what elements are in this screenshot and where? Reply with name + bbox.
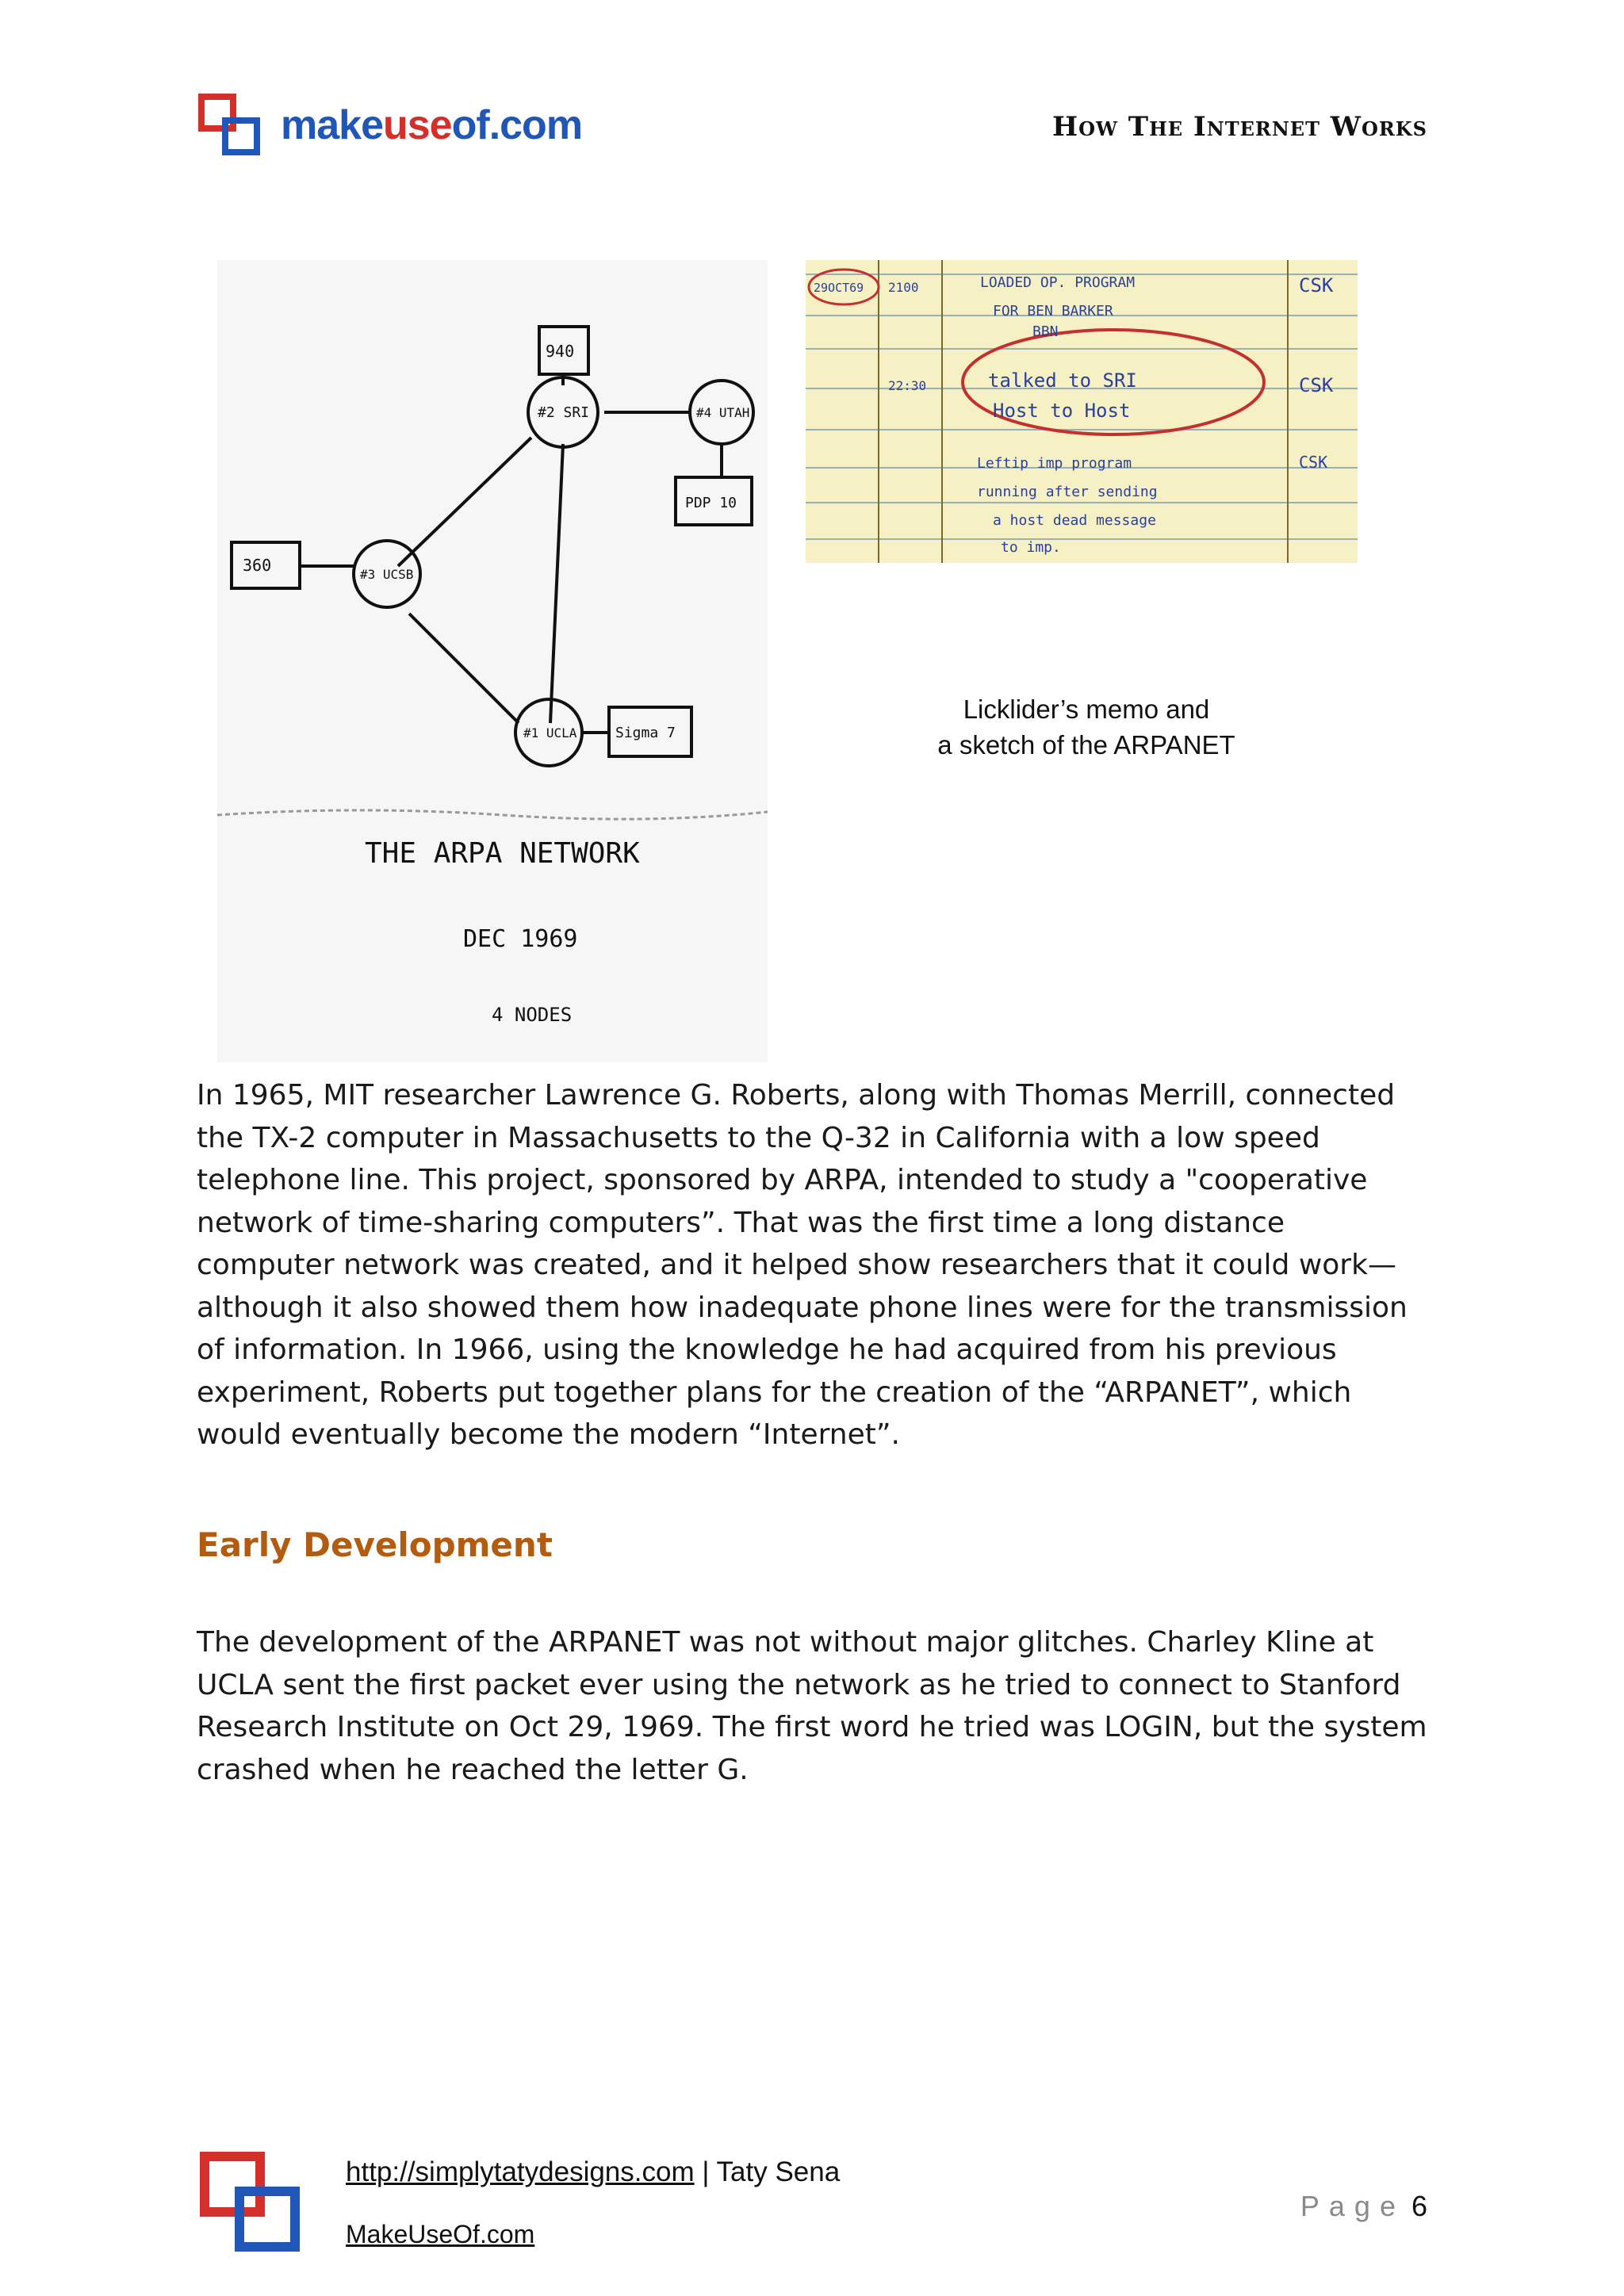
memo-time-2100: 2100 [888,280,919,295]
memo-line: LOADED OP. PROGRAM [980,274,1136,291]
sketch-node-count: 4 NODES [492,1004,573,1026]
caption-line-2: a sketch of the ARPANET [937,730,1235,760]
section-heading-early-development: Early Development [197,1525,553,1564]
page-label: Page [1300,2190,1405,2222]
sketch-node-ucla: #1 UCLA [523,725,577,740]
imp-log-memo-image [806,260,1358,563]
footer-credit [346,2156,840,2188]
sketch-node-ucsb: #3 UCSB [360,567,414,582]
sketch-node-sri: #2 SRI [538,404,590,421]
memo-time-2230: 22:30 [888,378,927,393]
memo-initials: CSK [1299,453,1328,472]
memo-initials: CSK [1299,374,1334,396]
sketch-node-360: 360 [243,556,272,575]
memo-line: a host dead message [993,512,1156,529]
memo-line: running after sending [977,484,1158,500]
figure-caption [872,691,1300,763]
sketch-title: THE ARPA NETWORK [365,837,640,870]
sketch-date: DEC 1969 [463,925,578,953]
memo-date: 29OCT69 [814,281,864,295]
intro-paragraph: In 1965, MIT researcher Lawrence G. Roberts, along with Thomas Merrill, connected the TX-2 computer in Massachusetts to the Q-32 in California with a low speed telephone line. This project, sponsored by ARPA, intended to study a "cooperative network of time-sharing computers”. That was the first time a long distance computer network was created, and it helped show researchers that it could work—although it also showed them how inadequate phone lines were for the transmission of information. In 1966, using the knowledge he had acquired from his previous experiment, Roberts put together plans for the creation of the “ARPANET”, which would eventually become the modern “Internet”. [197,1079,1408,1451]
sketch-node-utah: #4 UTAH [696,405,750,420]
arpanet-sketch-image [217,260,768,1062]
early-development-paragraph: The development of the ARPANET was not without major glitches. Charley Kline at UCLA sent the first packet ever using the network as he tried to connect to Stanford Research Institute on Oct 29, 1969. The first word he tried was LOGIN, but the system crashed when he reached the letter G. [197,1626,1427,1786]
memo-line: to imp. [1001,539,1061,556]
memo-talked-to-sri: talked to SRI [988,369,1137,392]
memo-line: BBN [1032,323,1059,340]
page-number-value: 6 [1411,2190,1427,2222]
document-title: How The Internet Works [1051,111,1427,143]
memo-host-to-host: Host to Host [993,400,1131,422]
footer-logo-icon [198,2150,301,2253]
sketch-node-940: 940 [546,342,575,361]
sketch-node-sigma7: Sigma 7 [615,725,676,741]
logo-wordmark: makeuseof.com [281,102,583,148]
memo-initials: CSK [1299,274,1334,297]
footer-author: | Taty Sena [694,2156,841,2187]
logo-squares-icon [198,94,262,157]
sketch-node-pdp10: PDP 10 [685,495,737,511]
caption-line-1: Licklider’s memo and [963,695,1210,724]
makeuseof-logo [198,94,582,157]
footer-url-link[interactable]: http://simplytatydesigns.com [346,2156,695,2187]
memo-line: FOR BEN BARKER [993,303,1113,320]
memo-line: Leftip imp program [977,455,1132,472]
page-number [1300,2190,1427,2223]
footer-site-link[interactable]: MakeUseOf.com [346,2220,535,2248]
